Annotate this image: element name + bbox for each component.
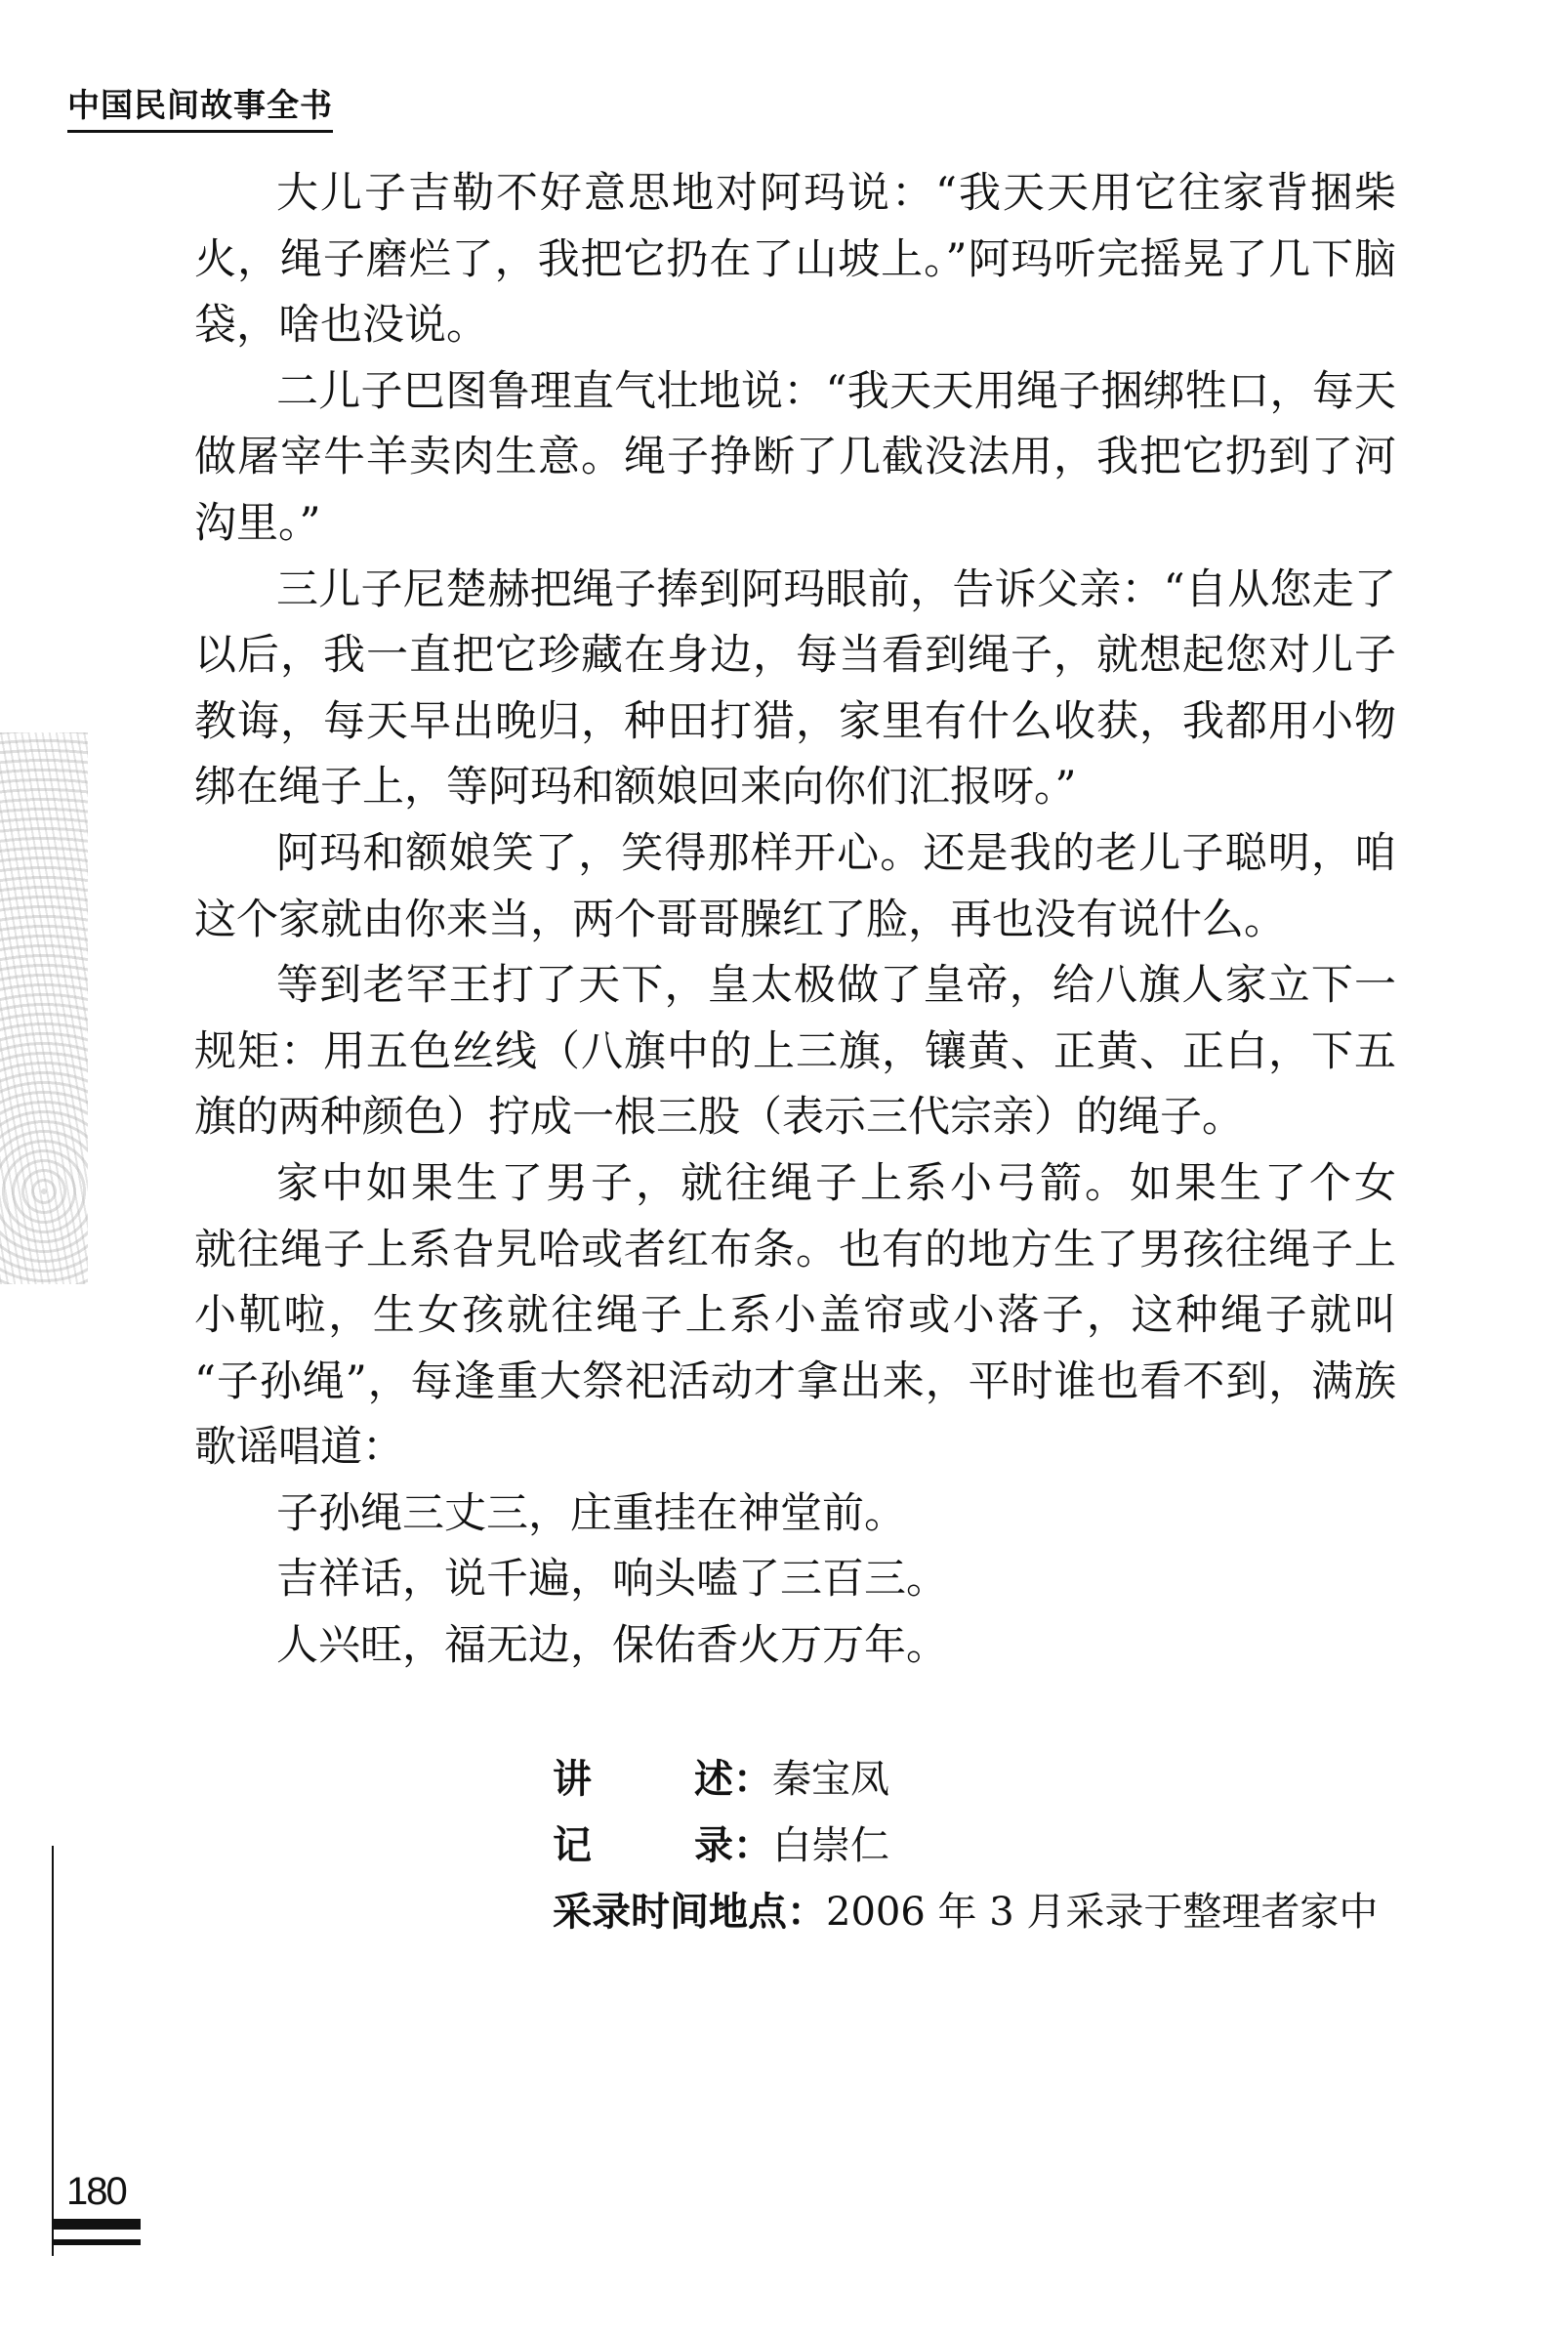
paragraph-line: 阿玛和额娘笑了，笑得那样开心。还是我的老儿子聪明，咱 xyxy=(276,828,1396,878)
poem-line: 子孙绳三丈三，庄重挂在神堂前。 xyxy=(276,1488,906,1538)
paragraph-line: 做屠宰牛羊卖肉生意。绳子挣断了几截没法用，我把它扔到了河 xyxy=(194,433,1396,482)
paragraph-line: 三儿子尼楚赫把绳子捧到阿玛眼前，告诉父亲：“自从您走了 xyxy=(276,564,1396,614)
page-number-bar-thick xyxy=(53,2219,141,2230)
paragraph-line: 大儿子吉勒不好意思地对阿玛说：“我天天用它往家背捆柴 xyxy=(276,169,1396,218)
credit-label: 采录时间地点 xyxy=(553,1890,787,1935)
poem-line: 吉祥话，说千遍，响头嗑了三百三。 xyxy=(276,1555,948,1605)
credit-recorder xyxy=(553,1813,1378,1879)
paragraph-line: 二儿子巴图鲁理直气壮地说：“我天天用绳子捆绑牲口，每天 xyxy=(276,366,1396,416)
credit-value: 秦宝凤 xyxy=(772,1757,889,1802)
paragraph-line: 沟里。” xyxy=(194,498,321,548)
paragraph-line: 教诲，每天早出晚归，种田打猎，家里有什么收获，我都用小物 xyxy=(194,696,1396,746)
paragraph-line: 这个家就由你来当，两个哥哥臊红了脸，再也没有说什么。 xyxy=(194,895,1286,944)
story-body xyxy=(194,161,1396,1680)
paragraph-line: 等到老罕王打了天下，皇太极做了皇帝，给八旗人家立下一 xyxy=(276,961,1396,1011)
credit-label: 讲述 xyxy=(553,1757,733,1802)
running-header-book-title: 中国民间故事全书 xyxy=(67,80,333,133)
page-number: 180 xyxy=(66,2170,126,2213)
margin-rule xyxy=(52,1846,54,2256)
paragraph-line: 火，绳子磨烂了，我把它扔在了山坡上。”阿玛听完摇晃了几下脑 xyxy=(194,234,1396,284)
credit-narrator xyxy=(553,1746,1378,1813)
credit-time-place xyxy=(553,1879,1378,1945)
paragraph-line: 以后，我一直把它珍藏在身边，每当看到绳子，就想起您对儿子 xyxy=(194,631,1396,681)
paragraph-line: 小靰啦，生女孩就往绳子上系小盖帘或小落子，这种绳子就叫 xyxy=(194,1291,1396,1341)
credit-value: 2006 年 3 月采录于整理者家中 xyxy=(826,1890,1379,1935)
paragraph-line: 袋，啥也没说。 xyxy=(194,301,488,351)
colon: ： xyxy=(787,1890,826,1935)
credits-block xyxy=(553,1746,1378,1945)
margin-decoration-pattern xyxy=(0,732,88,1284)
paragraph-line: 就往绳子上系旮旯哈或者红布条。也有的地方生了男孩往绳子上 xyxy=(194,1225,1396,1274)
page-number-bar-thin xyxy=(53,2239,141,2245)
paragraph-line: 规矩：用五色丝线（八旗中的上三旗，镶黄、正黄、正白，下五 xyxy=(194,1026,1396,1076)
credit-value: 白崇仁 xyxy=(772,1823,889,1868)
paragraph-line: 家中如果生了男子，就往绳子上系小弓箭。如果生了个女 xyxy=(276,1158,1396,1208)
paragraph-line: “子孙绳”，每逢重大祭祀活动才拿出来，平时谁也看不到，满族 xyxy=(194,1356,1396,1406)
paragraph-line: 绑在绳子上，等阿玛和额娘回来向你们汇报呀。” xyxy=(194,763,1077,813)
paragraph-line: 旗的两种颜色）拧成一根三股（表示三代宗亲）的绳子。 xyxy=(194,1093,1244,1143)
colon: ： xyxy=(733,1823,772,1868)
poem-line: 人兴旺，福无边，保佑香火万万年。 xyxy=(276,1621,948,1671)
paragraph-line: 歌谣唱道： xyxy=(194,1423,404,1473)
credit-label: 记录 xyxy=(553,1823,733,1868)
colon: ： xyxy=(733,1757,772,1802)
